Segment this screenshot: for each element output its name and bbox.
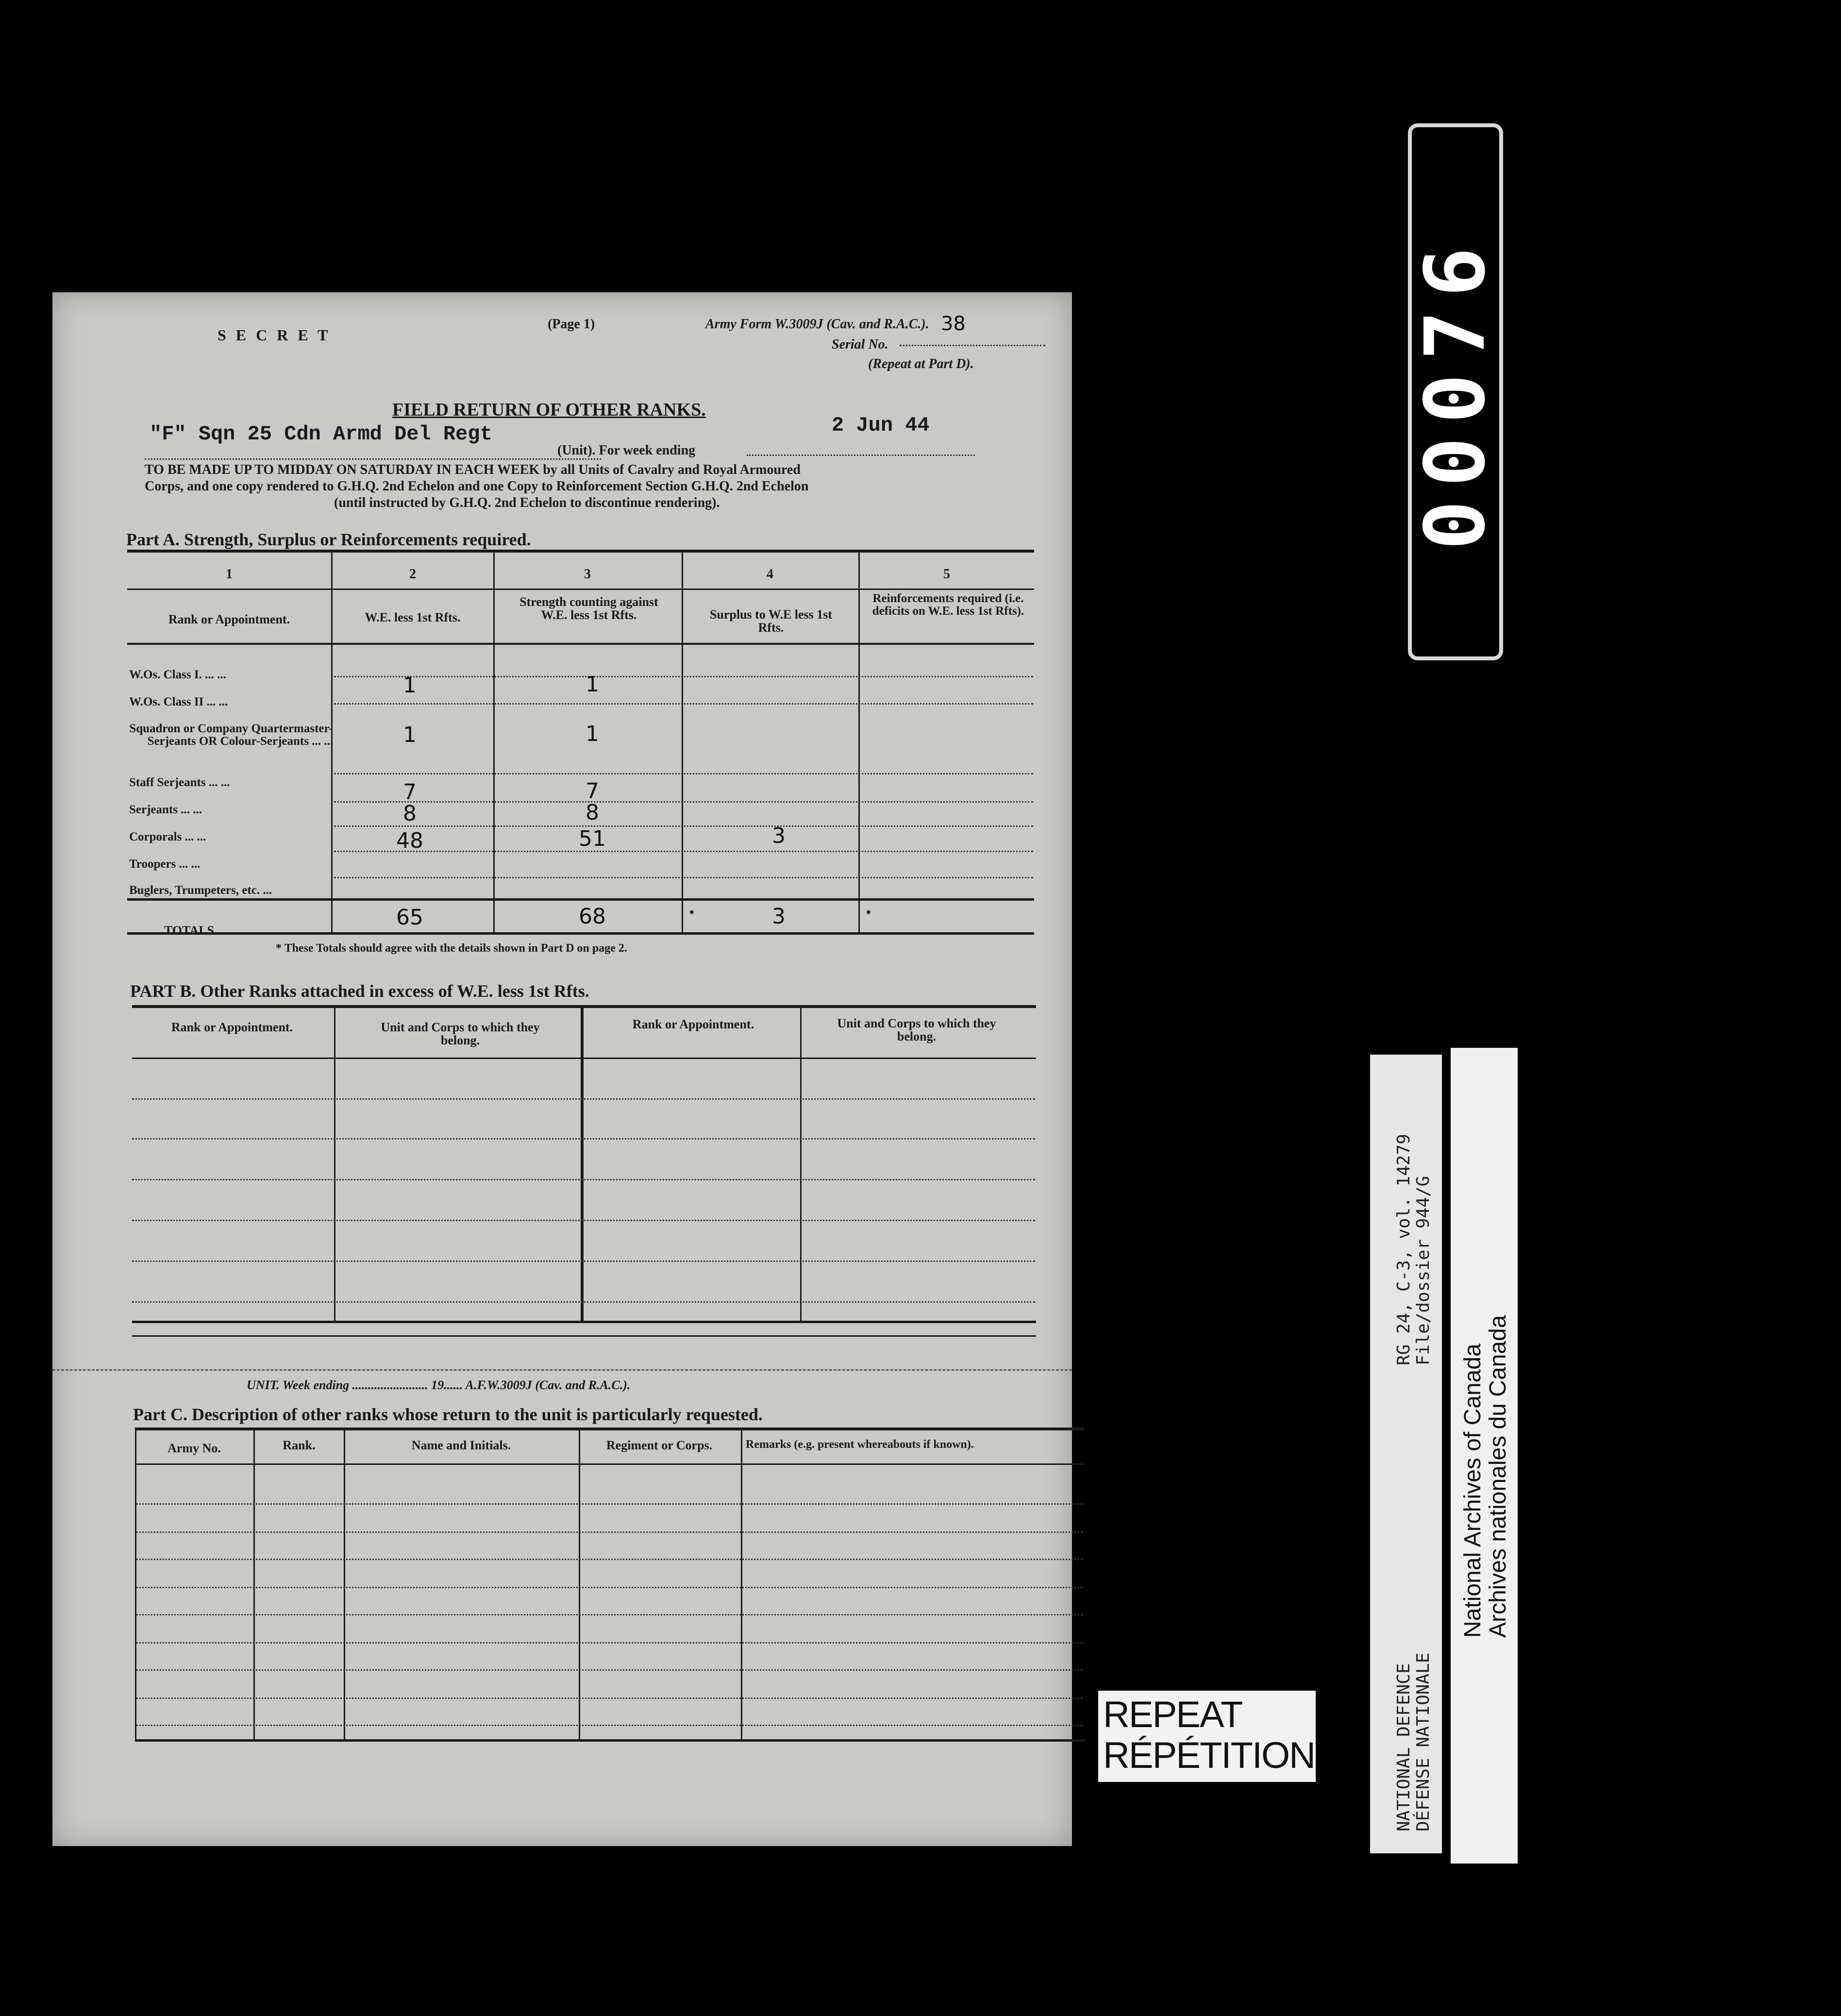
part-c-top-rule (135, 1428, 1085, 1430)
nac-french: Archives nationales du Canada (1485, 1315, 1511, 1638)
we-value: 48 (396, 828, 423, 853)
repeat-english: REPEAT (1103, 1694, 1242, 1735)
department-block (1394, 1653, 1433, 1831)
part-b-top-rule (132, 1005, 1036, 1008)
part-a-top-rule (127, 550, 1034, 553)
instructions-line-1: TO BE MADE UP TO MIDDAY ON SATURDAY IN EACH WEEK by all Units of Cavalry and Royal Armoured (145, 462, 801, 477)
part-b-bottom-rule (132, 1321, 1036, 1323)
part-c-left-edge (135, 1428, 136, 1739)
part-c-row-rule (136, 1669, 1083, 1671)
instructions-line-2: Corps, and one copy rendered to G.H.Q. 2nd Echelon and one Copy to Reinforcement Section G.H.Q. 2nd Echelon (145, 479, 809, 494)
part-b-col-divider (334, 1008, 335, 1321)
part-c-col-divider (344, 1428, 345, 1739)
secret-label: S E C R E T (218, 326, 331, 344)
part-c-row-rule (136, 1559, 1083, 1560)
col-header-reinforcements: Reinforcements required (i.e. deficits on W.E. less 1st Rfts). (872, 592, 1024, 618)
col-number: 5 (943, 567, 950, 582)
unit-typed: "F" Sqn 25 Cdn Armd Del Regt (150, 422, 492, 446)
part-b-header-rule (132, 1058, 1036, 1059)
part-a-header-rule (127, 643, 1034, 645)
national-archives-label (1451, 1048, 1518, 1864)
part-c-row-rule (136, 1642, 1083, 1644)
reference-line-2: File/dossier 944/G (1413, 1176, 1433, 1365)
part-b-col-rank: Rank or Appointment. (171, 1020, 293, 1034)
instructions-line-3: (until instructed by G.H.Q. 2nd Echelon to discontinue rendering). (334, 495, 720, 510)
we-value: 7 (403, 780, 417, 805)
part-b-row-rule (132, 1138, 1035, 1140)
col-number: 1 (226, 567, 233, 582)
unit-dotted-line (145, 458, 601, 460)
part-b-lower-rule (132, 1335, 1036, 1337)
perforation-line (52, 1369, 1072, 1371)
row-rule (334, 825, 1033, 827)
totals-footnote: * These Totals should agree with the details shown in Part D on page 2. (276, 942, 627, 955)
part-c-col-name: Name and Initials. (411, 1438, 511, 1452)
reference-block (1394, 1134, 1433, 1365)
part-c-col-divider (741, 1428, 742, 1739)
strength-value: 1 (586, 722, 599, 746)
part-b-row-rule (132, 1220, 1035, 1221)
unit-label: (Unit). For week ending (557, 443, 696, 458)
row-rule (334, 877, 1033, 878)
part-a-heading: Part A. Strength, Surplus or Reinforcements required. (126, 530, 531, 549)
col-header-rank: Rank or Appointment. (168, 612, 290, 626)
part-c-heading: Part C. Description of other ranks whose return to the unit is particularly requested. (133, 1405, 763, 1424)
part-b-col-rank-2: Rank or Appointment. (632, 1017, 754, 1031)
part-b-col-unit-2: Unit and Corps to which they belong. (837, 1016, 996, 1044)
row-rule (334, 851, 1033, 852)
part-b-heading: PART B. Other Ranks attached in excess of W.E. less 1st Rfts. (130, 981, 589, 1001)
we-value: 1 (403, 722, 417, 747)
department-french: DÉFENSE NATIONALE (1413, 1652, 1433, 1831)
frame-number-strip (1407, 127, 1504, 656)
part-c-row-rule (136, 1697, 1083, 1699)
part-a-totals-rule-top (127, 898, 1034, 901)
part-b-row-rule (132, 1260, 1035, 1262)
rank-label: Buglers, Trumpeters, etc. ... (129, 884, 272, 897)
rank-label: Squadron or Company Quartermaster-Serjeants OR Colour-Serjeants ... ... (129, 722, 333, 748)
strength-value: 51 (579, 826, 606, 851)
col-header-strength: Strength counting against W.E. less 1st Rfts. (519, 595, 658, 622)
rank-label: Troopers ... ... (129, 857, 201, 871)
serial-number: 38 (941, 313, 966, 335)
frame-number: 00076 (1407, 234, 1504, 550)
part-c-col-rank: Rank. (283, 1438, 316, 1452)
part-c-col-army-no: Army No. (167, 1441, 221, 1455)
totals-asterisk: • (689, 905, 694, 920)
archive-reference-label (1370, 1055, 1442, 1853)
reference-line-1: RG 24, C-3, vol. 14279 (1394, 1134, 1414, 1365)
field-return-form (52, 292, 1072, 1846)
repeat-french: RÉPÉTITION (1103, 1735, 1315, 1776)
date-dotted-line (747, 454, 975, 456)
part-c-col-divider (253, 1428, 255, 1739)
repeat-at-part-d: (Repeat at Part D). (868, 356, 974, 371)
part-c-row-rule (136, 1503, 1083, 1505)
total-we: 65 (396, 905, 423, 930)
form-title: FIELD RETURN OF OTHER RANKS. (392, 400, 706, 420)
part-c-row-rule (136, 1614, 1083, 1615)
nac-block (1460, 1315, 1511, 1638)
rank-label: W.Os. Class I. ... ... (129, 668, 226, 681)
total-surplus: 3 (772, 904, 786, 929)
part-b-col-divider (800, 1008, 802, 1321)
rank-label: Staff Serjeants ... ... (129, 776, 230, 789)
we-value: 1 (403, 673, 417, 698)
part-c-header-rule (135, 1463, 1085, 1465)
detach-line: UNIT. Week ending ........................ 19...... A.F.W.3009J (Cav. and R.A.C.). (247, 1378, 631, 1392)
strength-value: 7 (586, 779, 599, 804)
part-b-col-divider-thick (581, 1008, 584, 1321)
col-number: 2 (409, 567, 416, 582)
rank-label: W.Os. Class II ... ... (129, 695, 228, 708)
strength-value: 1 (586, 672, 599, 697)
serial-label: Serial No. (832, 337, 888, 352)
row-rule (334, 801, 1033, 803)
part-b-row-rule (132, 1098, 1035, 1100)
total-strength: 68 (579, 904, 606, 929)
part-c-row-rule (136, 1531, 1083, 1533)
week-ending-typed: 2 Jun 44 (832, 414, 930, 437)
totals-label: TOTALS ... ... (164, 924, 240, 938)
rank-label: Serjeants ... ... (129, 803, 202, 816)
page-number: (Page 1) (548, 317, 595, 332)
repeat-stamp (1098, 1691, 1316, 1782)
part-b-row-rule (132, 1301, 1035, 1303)
part-a-number-rule (127, 588, 1034, 590)
part-c-row-rule (136, 1725, 1083, 1726)
part-a-totals-rule-bottom (127, 932, 1034, 935)
part-c-col-divider (579, 1428, 580, 1739)
part-c-col-remarks: Remarks (e.g. present whereabouts if known). (746, 1438, 974, 1451)
strength-value: 8 (586, 800, 599, 825)
part-b-col-unit: Unit and Corps to which they belong. (381, 1020, 540, 1048)
part-c-bottom-rule (135, 1739, 1085, 1742)
serial-dotted-line (900, 345, 1045, 346)
totals-asterisk: • (866, 905, 871, 920)
col-number: 3 (584, 567, 591, 582)
col-header-surplus: Surplus to W.E less 1st Rfts. (709, 607, 833, 635)
part-c-row-rule (136, 1587, 1083, 1588)
col-header-we: W.E. less 1st Rfts. (365, 610, 461, 624)
part-b-row-rule (132, 1179, 1035, 1180)
row-rule (334, 773, 1033, 774)
department-english: NATIONAL DEFENCE (1394, 1663, 1414, 1831)
nac-english: National Archives of Canada (1460, 1344, 1486, 1638)
surplus-value: 3 (772, 823, 786, 848)
row-rule (334, 676, 1033, 677)
col-number: 4 (767, 567, 773, 582)
rank-label: Corporals ... ... (129, 830, 206, 843)
row-rule (334, 703, 1033, 705)
part-c-col-regiment: Regiment or Corps. (606, 1438, 713, 1452)
we-value: 8 (403, 801, 417, 826)
army-form-label: Army Form W.3009J (Cav. and R.A.C.). (705, 317, 929, 332)
